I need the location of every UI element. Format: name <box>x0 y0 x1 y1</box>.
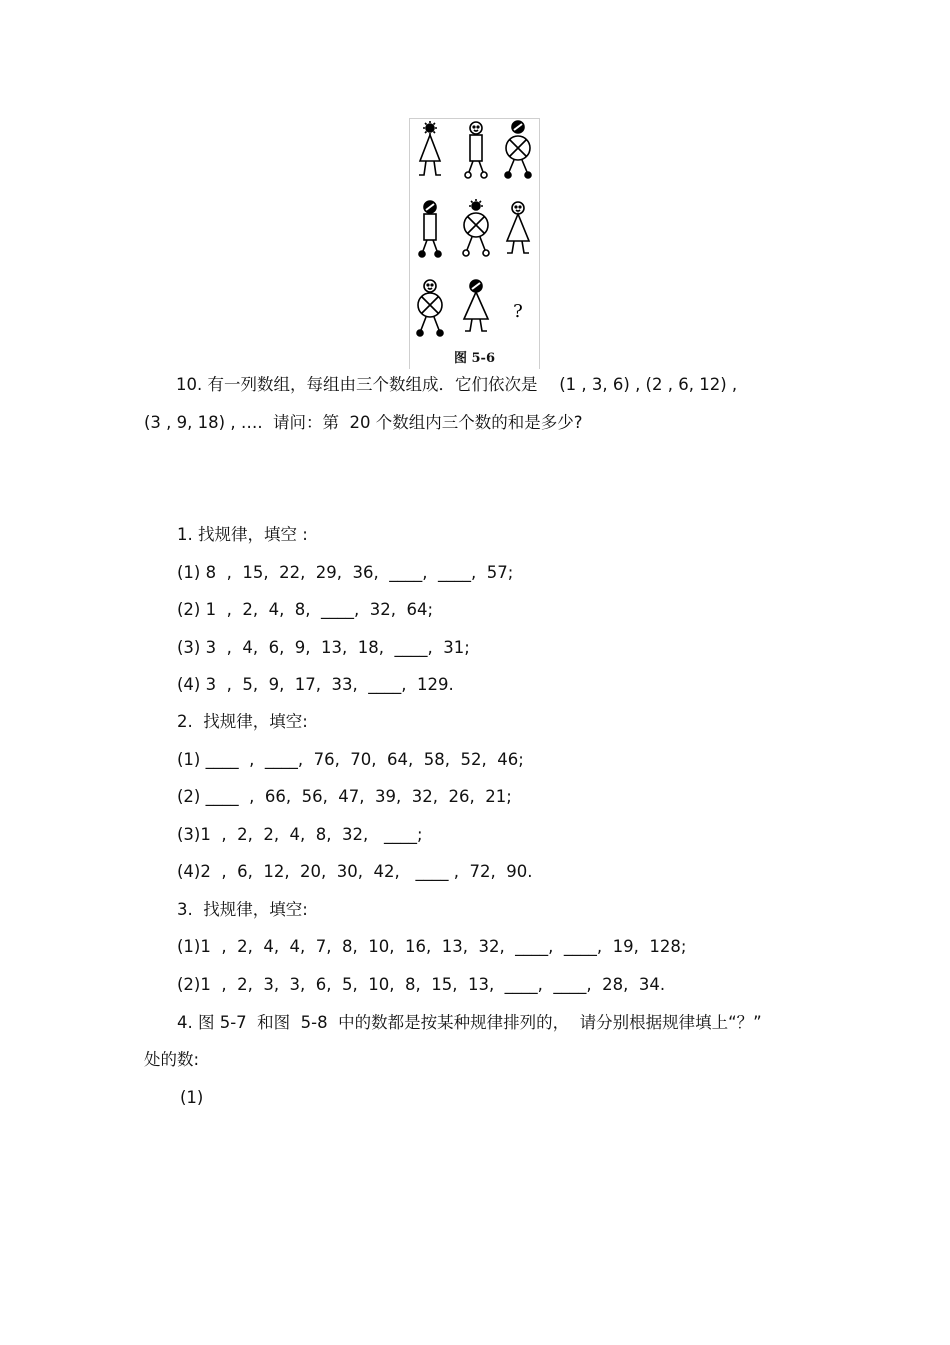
figure-r1-c3 <box>505 121 531 178</box>
ex2-item: (3)1 , 2, 2, 4, 8, 32, ____; <box>177 825 423 844</box>
q10-line-1: 10. 有一列数组，每组由三个数组成．它们依次是 (1 , 3, 6) , (2 , 6, 12) , <box>176 375 738 394</box>
ex4-line-2: 处的数: <box>144 1050 200 1069</box>
figure-r3-c1 <box>417 280 443 336</box>
figure-r2-c3 <box>507 202 529 253</box>
ex2-item: (2) ____ , 66, 56, 47, 39, 32, 26, 21; <box>177 787 512 806</box>
ex3-item: (1)1 , 2, 4, 4, 7, 8, 10, 16, 13, 32, ____, ____, 19, 128; <box>177 937 687 956</box>
ex2-title: 2. 找规律，填空: <box>177 712 308 731</box>
figure-caption: 图 5-6 <box>453 351 495 366</box>
ex4-line-3: (1) <box>180 1088 204 1107</box>
figure-r1-c2 <box>465 122 487 178</box>
ex1-item: (4) 3 , 5, 9, 17, 33, ____, 129. <box>177 675 454 694</box>
ex2-item: (1) ____ , ____, 76, 70, 64, 58, 52, 46; <box>177 750 524 769</box>
figure-5-6 <box>409 118 540 369</box>
ex3-item: (2)1 , 2, 3, 3, 6, 5, 10, 8, 15, 13, ____, ____, 28, 34. <box>177 975 666 994</box>
ex1-item: (3) 3 , 4, 6, 9, 13, 18, ____, 31; <box>177 638 470 657</box>
figure-r1-c1 <box>419 121 441 175</box>
ex1-title: 1. 找规律，填空 : <box>177 525 308 544</box>
q10-line-2: (3 , 9, 18) , …. 请问：第 20 个数组内三个数的和是多少? <box>144 413 583 432</box>
ex4-line-1: 4. 图 5-7 和图 5-8 中的数都是按某种规律排列的， 请分别根据规律填上“？” <box>177 1013 762 1032</box>
figure-r3-c2 <box>464 280 488 331</box>
figure-r2-c2 <box>463 199 489 256</box>
stick-figures-pattern <box>410 119 539 369</box>
ex3-title: 3. 找规律，填空: <box>177 900 308 919</box>
ex2-item: (4)2 , 6, 12, 20, 30, 42, ____ , 72, 90. <box>177 862 533 881</box>
ex1-item: (2) 1 , 2, 4, 8, ____, 32, 64; <box>177 600 434 619</box>
ex1-item: (1) 8 , 15, 22, 29, 36, ____, ____, 57; <box>177 563 514 582</box>
question-mark: ? <box>513 301 523 322</box>
figure-r2-c1 <box>419 201 441 257</box>
